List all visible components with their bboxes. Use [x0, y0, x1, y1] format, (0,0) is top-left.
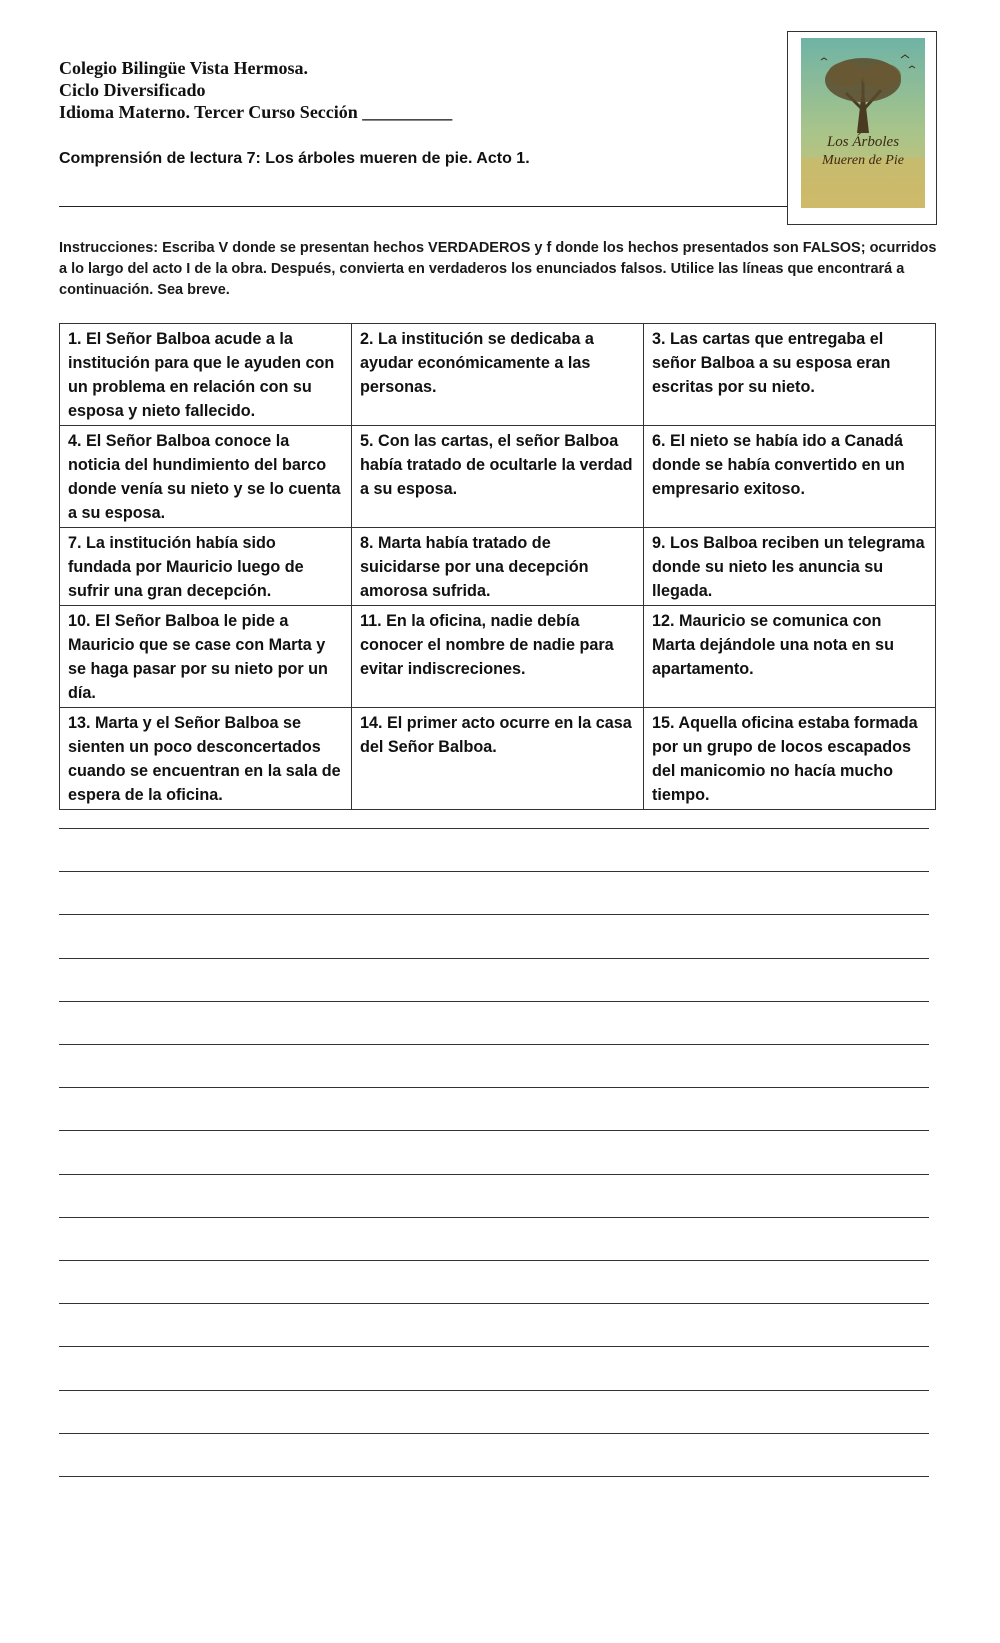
statement-cell: 11. En la oficina, nadie debía conocer el nombre de nadie para evitar indiscreciones.	[352, 606, 644, 708]
instructions-text: Instrucciones: Escriba V donde se presentan hechos VERDADEROS y f donde los hechos presentados son FALSOS; ocurridos a lo largo del acto I de la obra. Después, convierta en verdaderos los enunciados falsos. Utilice las líneas que encontrará a continuación. Sea breve.	[59, 240, 937, 298]
cover-title-line2: Mueren de Pie	[822, 153, 904, 168]
worksheet-title: Comprensión de lectura 7: Los árboles mueren de pie. Acto 1.	[59, 150, 530, 167]
answer-line[interactable]	[59, 1174, 929, 1175]
statement-cell: 3. Las cartas que entregaba el señor Balboa a su esposa eran escritas por su nieto.	[644, 324, 936, 426]
school-header	[59, 57, 759, 123]
name-line[interactable]	[59, 206, 789, 207]
statement-cell: 1. El Señor Balboa acude a la institución para que le ayuden con un problema en relación con su esposa y nieto fallecido.	[60, 324, 352, 426]
table-row	[60, 708, 936, 810]
statement-cell: 6. El nieto se había ido a Canadá donde se había convertido en un empresario exitoso.	[644, 426, 936, 528]
answer-line[interactable]	[59, 871, 929, 872]
statement-cell: 15. Aquella oficina estaba formada por un grupo de locos escapados del manicomio no hacía mucho tiempo.	[644, 708, 936, 810]
statement-cell: 7. La institución había sido fundada por Mauricio luego de sufrir una gran decepción.	[60, 528, 352, 606]
table-row	[60, 528, 936, 606]
book-cover-image	[787, 31, 937, 225]
statement-cell: 9. Los Balboa reciben un telegrama donde su nieto les anuncia su llegada.	[644, 528, 936, 606]
answer-line[interactable]	[59, 1433, 929, 1434]
answer-line[interactable]	[59, 1476, 929, 1477]
answer-line[interactable]	[59, 1087, 929, 1088]
statement-cell: 12. Mauricio se comunica con Marta dejándole una nota en su apartamento.	[644, 606, 936, 708]
answer-line[interactable]	[59, 1044, 929, 1045]
statement-cell: 4. El Señor Balboa conoce la noticia del hundimiento del barco donde venía su nieto y se lo cuenta a su esposa.	[60, 426, 352, 528]
answer-line[interactable]	[59, 1217, 929, 1218]
answer-line[interactable]	[59, 1346, 929, 1347]
course-section: Idioma Materno. Tercer Curso Sección __________	[59, 102, 453, 122]
answer-line[interactable]	[59, 914, 929, 915]
school-name: Colegio Bilingüe Vista Hermosa.	[59, 58, 308, 78]
statement-cell: 5. Con las cartas, el señor Balboa había tratado de ocultarle la verdad a su esposa.	[352, 426, 644, 528]
statement-cell: 10. El Señor Balboa le pide a Mauricio que se case con Marta y se haga pasar por su nieto por un día.	[60, 606, 352, 708]
answer-line[interactable]	[59, 958, 929, 959]
answer-line[interactable]	[59, 1001, 929, 1002]
table-row	[60, 606, 936, 708]
answer-line[interactable]	[59, 1303, 929, 1304]
book-cover-illustration	[801, 38, 925, 208]
answer-line[interactable]	[59, 828, 929, 829]
statements-table	[59, 323, 936, 810]
answer-line[interactable]	[59, 1130, 929, 1131]
cover-title-line1: Los Árboles	[826, 134, 900, 150]
statement-cell: 2. La institución se dedicaba a ayudar económicamente a las personas.	[352, 324, 644, 426]
statement-cell: 8. Marta había tratado de suicidarse por una decepción amorosa sufrida.	[352, 528, 644, 606]
statement-cell: 13. Marta y el Señor Balboa se sienten un poco desconcertados cuando se encuentran en la sala de espera de la oficina.	[60, 708, 352, 810]
cycle-name: Ciclo Diversificado	[59, 80, 206, 100]
answer-line[interactable]	[59, 1260, 929, 1261]
statement-cell: 14. El primer acto ocurre en la casa del Señor Balboa.	[352, 708, 644, 810]
answer-line[interactable]	[59, 1390, 929, 1391]
table-row	[60, 426, 936, 528]
table-row	[60, 324, 936, 426]
